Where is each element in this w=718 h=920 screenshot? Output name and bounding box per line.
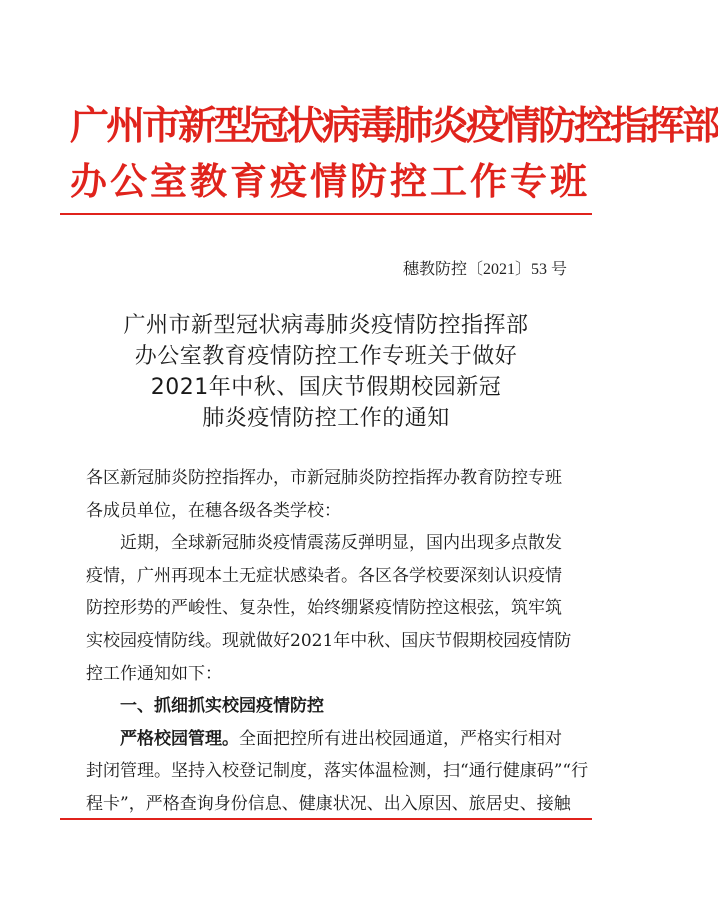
- document-body: [86, 462, 589, 821]
- issuing-org-line2: 办公室教育疫情防控工作专班: [70, 159, 590, 203]
- title-line: 2021年中秋、国庆节假期校园新冠: [150, 375, 502, 400]
- section-heading: 一、抓细抓实校园疫情防控: [120, 696, 324, 717]
- section-paragraph-line: [86, 723, 576, 756]
- intro-paragraph-line: 实校园疫情防线。现就做好2021年中秋、国庆节假期校园疫情防: [86, 630, 572, 651]
- red-divider-top: [60, 213, 592, 215]
- paragraph-lead: 严格校园管理。: [120, 728, 239, 749]
- title-line: 办公室教育疫情防控工作专班关于做好: [134, 344, 518, 369]
- intro-paragraph-line: 防控形势的严峻性、复杂性，始终绷紧疫情防控这根弦，筑牢筑: [86, 598, 562, 619]
- title-line: 广州市新型冠状病毒肺炎疫情防控指挥部: [123, 313, 529, 338]
- issuing-org-line1: 广州市新型冠状病毒肺炎疫情防控指挥部: [70, 103, 718, 149]
- document-title: [60, 310, 592, 434]
- document-number: 穗教防控〔2021〕53 号: [402, 261, 567, 278]
- intro-paragraph-line: 控工作通知如下：: [86, 663, 222, 684]
- intro-paragraph-line: 近期，全球新冠肺炎疫情震荡反弹明显，国内出现多点散发: [120, 533, 562, 554]
- intro-paragraph-line: 疫情，广州再现本土无症状感染者。各区各学校要深刻认识疫情: [86, 565, 562, 586]
- section-paragraph-line: 程卡”，严格查询身份信息、健康状况、出入原因、旅居史、接触: [86, 793, 571, 814]
- paragraph-text: 全面把控所有进出校园通道，严格实行相对: [239, 728, 562, 749]
- salutation-line: 各成员单位，在穗各级各类学校：: [86, 500, 341, 521]
- salutation-line: 各区新冠肺炎防控指挥办，市新冠肺炎防控指挥办教育防控专班: [86, 468, 562, 488]
- section-paragraph-line: 封闭管理。坚持入校登记制度，落实体温检测，扫“通行健康码”“行: [86, 761, 589, 782]
- red-divider-bottom: [60, 818, 592, 820]
- title-line: 肺炎疫情防控工作的通知: [202, 406, 450, 431]
